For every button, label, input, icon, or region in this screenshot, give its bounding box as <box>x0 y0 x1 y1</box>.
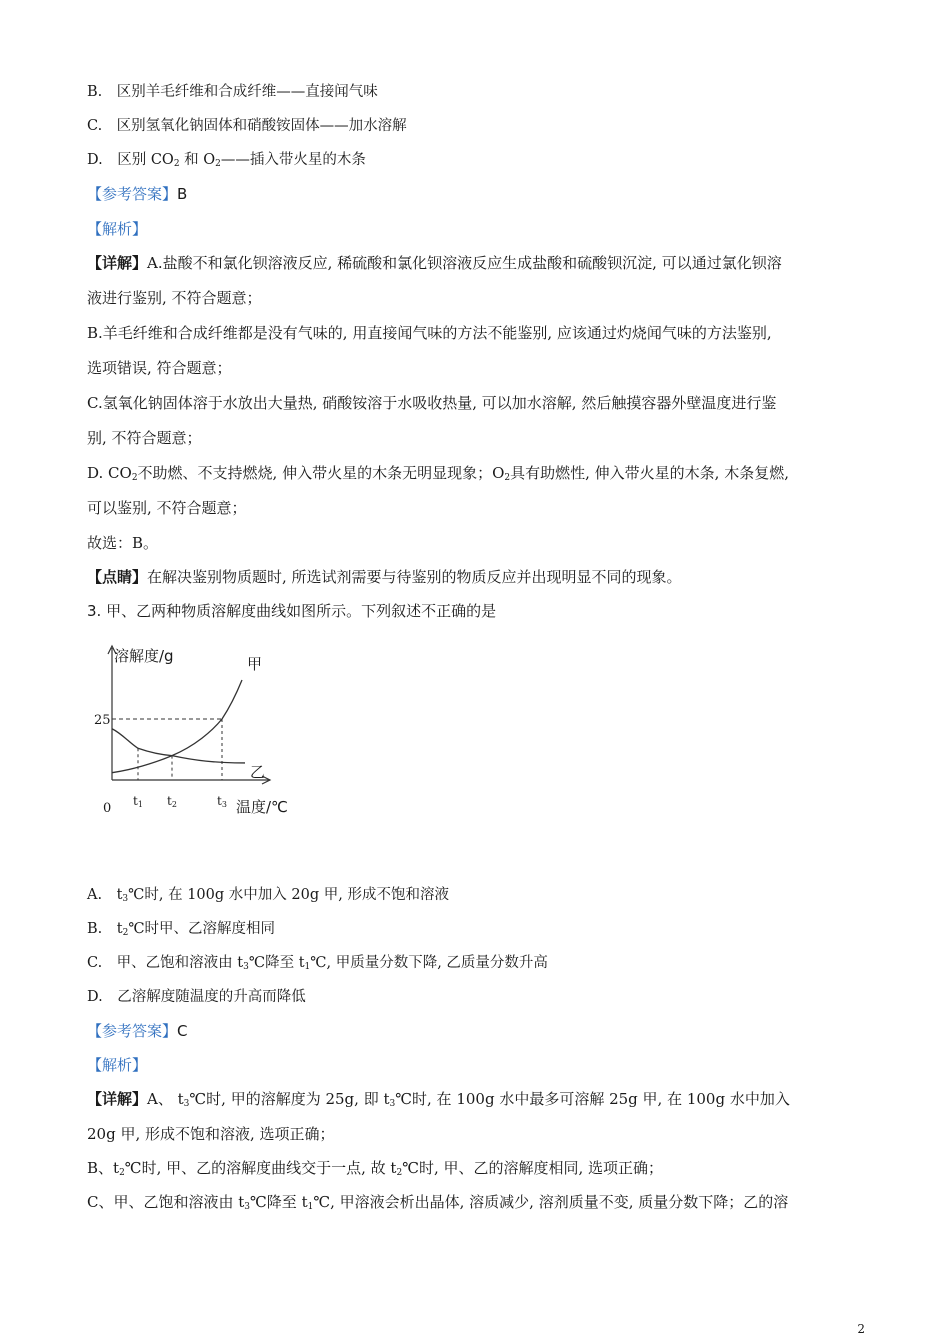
q3-option-b: B. $t_2℃$时甲、乙溶解度相同 <box>87 921 276 938</box>
series-yi <box>112 729 245 763</box>
y-tick-25: 25 <box>94 713 111 728</box>
x-tick-t1: t1 <box>133 794 143 809</box>
chart-labels <box>94 647 288 816</box>
series-label-yi: 乙 <box>250 763 266 781</box>
reference-answer: 【参考答案】B <box>87 185 188 203</box>
detail-c-line1: C.氢氧化钠固体溶于水放出大量热, 硝酸铵溶于水吸收热量, 可以加水溶解, 然后触摸容器外壁温度进行鉴 <box>87 394 777 412</box>
detail-a-line2: 液进行鉴别, 不符合题意； <box>87 289 262 307</box>
q3-option-a: A. $t_3℃$时, 在 100g 水中加入 20g 甲, 形成不饱和溶液 <box>87 887 449 904</box>
tip-line: 【点睛】在解决鉴别物质题时, 所选试剂需要与待鉴别的物质反应并出现明显不同的现象。 <box>87 568 682 586</box>
q3-detail-c: C、甲、乙饱和溶液由 $t_3℃$降至 $t_1℃$, 甲溶液会析出晶体, 溶质减少, 溶剂质量不变, 质量分数下降；乙的溶 <box>87 1193 789 1212</box>
chart-axes <box>108 646 270 784</box>
option-b: B. 区别羊毛纤维和合成纤维——直接闻气味 <box>87 84 378 100</box>
option-d: D. 区别 $CO_2$ 和 $O_2——$插入带火星的木条 <box>87 152 366 169</box>
detail-b-line1: B.羊毛纤维和合成纤维都是没有气味的, 用直接闻气味的方法不能鉴别, 应该通过灼烧闻气味的方法鉴别, <box>87 324 772 342</box>
x-tick-t2: t2 <box>167 794 177 809</box>
q3-detail-a-line1: 【详解】A、 $t_3℃$时, 甲的溶解度为 25g, 即 $t_3℃$时, 在 100g 水中最多可溶解 25g 甲, 在 100g 水中加入 <box>87 1090 790 1109</box>
q3-option-c: C. 甲、乙饱和溶液由 $t_3℃$降至 $t_1℃$, 甲质量分数下降, 乙质量分数升高 <box>87 955 548 972</box>
chart-series <box>112 680 245 773</box>
option-c: C. 区别氢氧化钠固体和硝酸铵固体——加水溶解 <box>87 118 407 134</box>
origin-label: 0 <box>103 801 112 816</box>
page-number: 2 <box>857 1322 865 1336</box>
y-axis-label: 溶解度/g <box>114 647 174 665</box>
detail-d-line2: 可以鉴别, 不符合题意； <box>87 499 247 517</box>
analysis-label: 【解析】 <box>87 220 148 238</box>
detail-a-line1: 【详解】A.盐酸不和氯化钡溶液反应, 稀硫酸和氯化钡溶液反应生成盐酸和硫酸钡沉淀, 可以通过氯化钡溶 <box>87 254 782 272</box>
choose-line: 故选：B。 <box>87 534 159 552</box>
question-3: 3. 甲、乙两种物质溶解度曲线如图所示。下列叙述不正确的是 <box>87 602 497 620</box>
q3-detail-b: B、$t_2℃$时, 甲、乙的溶解度曲线交于一点, 故 $t_2℃$时, 甲、乙的溶解度相同, 选项正确； <box>87 1159 664 1178</box>
detail-c-line2: 别, 不符合题意； <box>87 429 202 447</box>
detail-d-line1: D. $CO_2$不助燃、不支持燃烧, 伸入带火星的木条无明显现象；$O_2$具有助燃性, 伸入带火星的木条, 木条复燃, <box>87 464 789 483</box>
detail-b-line2: 选项错误, 符合题意； <box>87 359 232 377</box>
x-tick-t3: t3 <box>217 794 227 809</box>
series-label-jia: 甲 <box>247 655 263 673</box>
q3-detail-a-line2: 20g 甲, 形成不饱和溶液, 选项正确； <box>87 1125 335 1143</box>
q3-reference-answer: 【参考答案】C <box>87 1022 188 1040</box>
chart-guides <box>112 719 222 780</box>
solubility-chart <box>94 640 300 820</box>
q3-analysis-label: 【解析】 <box>87 1056 148 1074</box>
x-axis-label: 温度/℃ <box>236 798 288 816</box>
q3-option-d: D. 乙溶解度随温度的升高而降低 <box>87 989 306 1005</box>
